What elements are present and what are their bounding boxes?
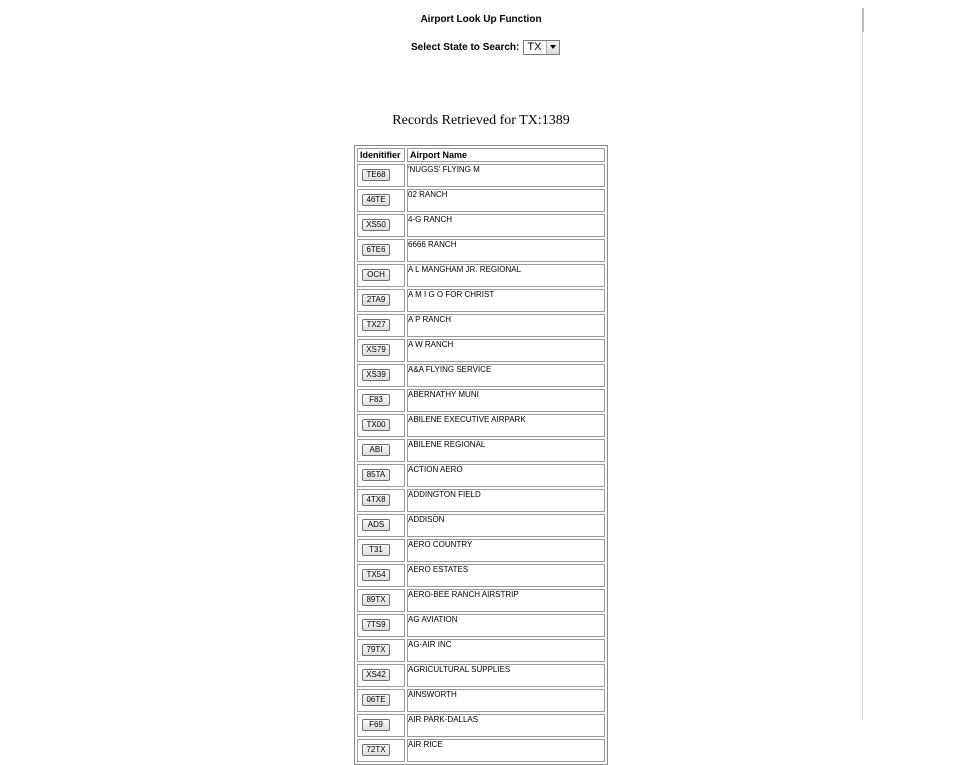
- airport-identifier-button[interactable]: 72TX: [362, 744, 390, 756]
- identifier-cell: [357, 589, 405, 612]
- identifier-cell: [357, 639, 405, 662]
- identifier-cell: [357, 289, 405, 312]
- identifier-cell: [357, 439, 405, 462]
- table-row: [357, 589, 605, 612]
- airport-name-cell: ABILENE EXECUTIVE AIRPARK: [407, 414, 605, 437]
- identifier-cell: [357, 564, 405, 587]
- table-row: [357, 214, 605, 237]
- table-body: [357, 164, 605, 762]
- airport-identifier-button[interactable]: 46TE: [362, 194, 390, 206]
- identifier-cell: [357, 464, 405, 487]
- airport-identifier-button[interactable]: ABI: [362, 444, 390, 456]
- table-row: [357, 639, 605, 662]
- identifier-cell: [357, 714, 405, 737]
- airport-name-cell: 'NUGGS' FLYING M: [407, 164, 605, 187]
- identifier-cell: [357, 314, 405, 337]
- identifier-cell: [357, 514, 405, 537]
- state-select-label: Select State to Search:: [411, 41, 520, 53]
- airport-identifier-button[interactable]: ADS: [362, 519, 390, 531]
- airport-identifier-button[interactable]: 06TE: [362, 694, 390, 706]
- table-row: [357, 364, 605, 387]
- airport-name-cell: AERO ESTATES: [407, 564, 605, 587]
- identifier-cell: [357, 489, 405, 512]
- airport-name-cell: A P RANCH: [407, 314, 605, 337]
- table-row: [357, 739, 605, 762]
- table-row: [357, 389, 605, 412]
- table-row: [357, 189, 605, 212]
- column-header-identifier: Idenitifier: [357, 148, 405, 162]
- identifier-cell: [357, 189, 405, 212]
- state-search-row: [411, 38, 560, 56]
- identifier-cell: [357, 539, 405, 562]
- airport-identifier-button[interactable]: F83: [362, 394, 390, 406]
- records-heading: Records Retrieved for TX:1389: [392, 113, 570, 128]
- table-row: [357, 664, 605, 687]
- airport-name-cell: AIR RICE: [407, 739, 605, 762]
- identifier-cell: [357, 664, 405, 687]
- airport-identifier-button[interactable]: 2TA9: [362, 294, 390, 306]
- airport-identifier-button[interactable]: OCH: [362, 269, 390, 281]
- state-select-value: TX: [527, 40, 542, 53]
- column-header-airport-name: Airport Name: [407, 148, 605, 162]
- identifier-cell: [357, 339, 405, 362]
- identifier-cell: [357, 239, 405, 262]
- state-select[interactable]: [523, 40, 560, 55]
- identifier-cell: [357, 264, 405, 287]
- airport-identifier-button[interactable]: 7TS9: [362, 619, 390, 631]
- airport-identifier-button[interactable]: T31: [362, 544, 390, 556]
- identifier-cell: [357, 739, 405, 762]
- table-row: [357, 689, 605, 712]
- table-row: [357, 164, 605, 187]
- airport-identifier-button[interactable]: TX54: [362, 569, 390, 581]
- airport-identifier-button[interactable]: XS39: [362, 369, 390, 381]
- airport-name-cell: AINSWORTH: [407, 689, 605, 712]
- identifier-cell: [357, 614, 405, 637]
- airport-identifier-button[interactable]: 85TA: [362, 469, 390, 481]
- airport-name-cell: 4-G RANCH: [407, 214, 605, 237]
- airport-identifier-button[interactable]: 79TX: [362, 644, 390, 656]
- airport-identifier-button[interactable]: XS42: [362, 669, 390, 681]
- airport-name-cell: AG AVIATION: [407, 614, 605, 637]
- table-row: [357, 564, 605, 587]
- airport-name-cell: AG-AIR INC: [407, 639, 605, 662]
- airport-identifier-button[interactable]: TE68: [362, 169, 390, 181]
- airport-identifier-button[interactable]: TX00: [362, 419, 390, 431]
- airport-identifier-button[interactable]: F69: [362, 719, 390, 731]
- table-row: [357, 439, 605, 462]
- airport-identifier-button[interactable]: XS79: [362, 344, 390, 356]
- airport-identifier-button[interactable]: 4TX8: [362, 494, 390, 506]
- airport-identifier-button[interactable]: XS50: [362, 219, 390, 231]
- identifier-cell: [357, 689, 405, 712]
- chevron-down-icon[interactable]: [546, 41, 559, 54]
- identifier-cell: [357, 364, 405, 387]
- airport-name-cell: A M I G O FOR CHRIST: [407, 289, 605, 312]
- table-header-row: [357, 148, 605, 162]
- airport-name-cell: AERO-BEE RANCH AIRSTRIP: [407, 589, 605, 612]
- airport-name-cell: ACTION AERO: [407, 464, 605, 487]
- airport-name-cell: A W RANCH: [407, 339, 605, 362]
- table-row: [357, 714, 605, 737]
- airport-name-cell: A&A FLYING SERVICE: [407, 364, 605, 387]
- table-row: [357, 539, 605, 562]
- airport-name-cell: ADDISON: [407, 514, 605, 537]
- airport-name-cell: 02 RANCH: [407, 189, 605, 212]
- page-title: Airport Look Up Function: [420, 14, 542, 25]
- table-row: [357, 489, 605, 512]
- airport-results-table: [354, 145, 608, 765]
- identifier-cell: [357, 389, 405, 412]
- airport-name-cell: AGRICULTURAL SUPPLIES: [407, 664, 605, 687]
- table-row: [357, 239, 605, 262]
- airport-name-cell: ABERNATHY MUNI: [407, 389, 605, 412]
- airport-name-cell: ADDINGTON FIELD: [407, 489, 605, 512]
- airport-name-cell: AIR PARK-DALLAS: [407, 714, 605, 737]
- airport-name-cell: A L MANGHAM JR. REGIONAL: [407, 264, 605, 287]
- table-row: [357, 414, 605, 437]
- airport-name-cell: ABILENE REGIONAL: [407, 439, 605, 462]
- airport-name-cell: 6666 RANCH: [407, 239, 605, 262]
- identifier-cell: [357, 214, 405, 237]
- table-row: [357, 614, 605, 637]
- airport-identifier-button[interactable]: TX27: [362, 319, 390, 331]
- airport-name-cell: AERO COUNTRY: [407, 539, 605, 562]
- airport-identifier-button[interactable]: 89TX: [362, 594, 390, 606]
- table-row: [357, 289, 605, 312]
- identifier-cell: [357, 414, 405, 437]
- table-row: [357, 264, 605, 287]
- table-row: [357, 339, 605, 362]
- table-row: [357, 514, 605, 537]
- identifier-cell: [357, 164, 405, 187]
- table-row: [357, 314, 605, 337]
- airport-identifier-button[interactable]: 6TE6: [362, 244, 390, 256]
- table-row: [357, 464, 605, 487]
